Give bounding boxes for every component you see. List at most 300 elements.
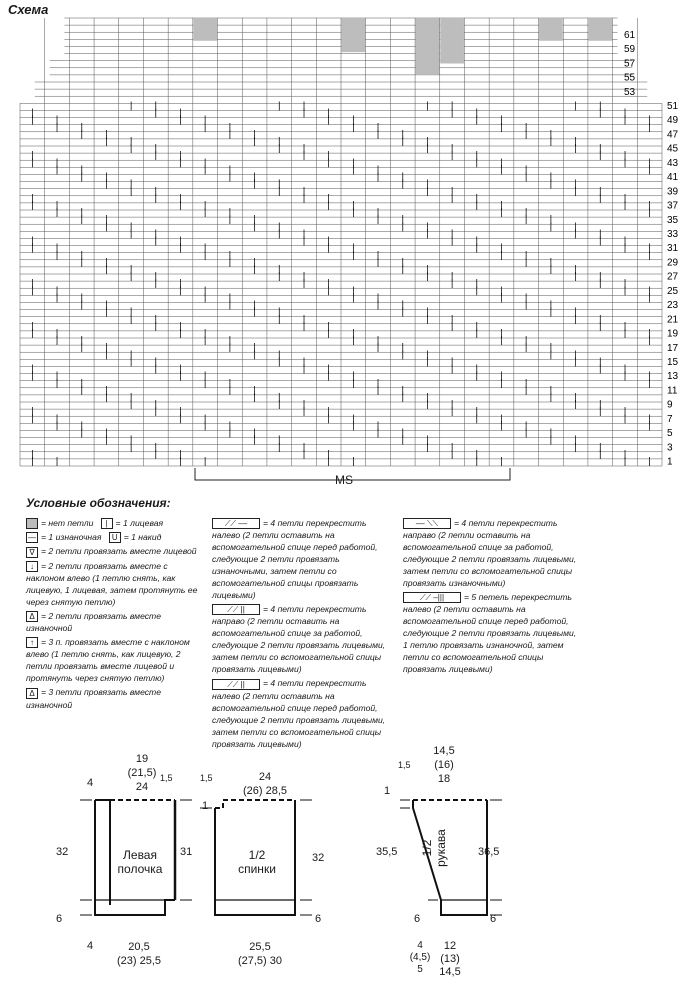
svg-text:|: | <box>574 435 578 446</box>
svg-text:|: | <box>351 122 355 133</box>
svg-text:|: | <box>574 101 578 112</box>
svg-text:|: | <box>499 378 504 389</box>
svg-text:|: | <box>425 442 429 453</box>
legend-item: Δ = 2 петли провязать вместе изнаночной <box>26 610 161 634</box>
svg-text:|: | <box>55 250 59 261</box>
svg-text:|: | <box>623 158 627 169</box>
svg-text:|: | <box>524 378 528 389</box>
svg-text:|: | <box>524 300 528 311</box>
svg-text:|: | <box>178 243 183 254</box>
svg-text:|: | <box>80 208 84 219</box>
svg-text:|: | <box>228 428 232 439</box>
svg-text:|: | <box>598 151 602 162</box>
svg-text:|: | <box>80 378 84 389</box>
svg-text:|: | <box>598 186 602 197</box>
svg-text:|: | <box>228 293 232 304</box>
svg-text:|: | <box>376 215 380 226</box>
svg-text:|: | <box>376 385 380 396</box>
svg-text:|: | <box>549 222 553 233</box>
svg-text:|: | <box>277 314 281 325</box>
svg-text:|: | <box>203 286 207 297</box>
svg-text:|: | <box>450 321 454 332</box>
svg-text:|: | <box>178 286 183 297</box>
svg-text:|: | <box>598 442 602 453</box>
svg-text:|: | <box>228 208 232 219</box>
svg-text:|: | <box>104 393 108 403</box>
svg-text:|: | <box>524 122 528 133</box>
svg-text:|: | <box>524 172 528 183</box>
svg-text:|: | <box>623 236 627 247</box>
svg-text:|: | <box>228 385 232 396</box>
svg-text:|: | <box>80 250 84 261</box>
svg-text:|: | <box>80 122 84 133</box>
svg-text:|: | <box>80 421 84 432</box>
svg-text:|: | <box>277 222 281 233</box>
svg-text:|: | <box>178 236 183 247</box>
svg-text:|: | <box>648 243 652 254</box>
svg-text:|: | <box>475 407 479 418</box>
sleeve-drop: 1 <box>384 785 391 797</box>
svg-text:|: | <box>623 151 627 162</box>
svg-text:|: | <box>351 329 355 339</box>
svg-text:|: | <box>80 215 84 226</box>
svg-text:|: | <box>475 371 479 382</box>
svg-text:|: | <box>228 172 232 183</box>
svg-text:|: | <box>524 336 528 347</box>
svg-text:|: | <box>549 257 553 268</box>
svg-text:|: | <box>154 186 158 197</box>
svg-text:|: | <box>598 449 602 460</box>
knitting-chart <box>0 0 695 490</box>
svg-text:|: | <box>253 307 257 318</box>
svg-text:|: | <box>549 215 553 226</box>
cable-left-purl-icon: ⟋⟋ ‒‒ <box>212 518 260 529</box>
svg-text:|: | <box>253 385 257 396</box>
row-number: 47 <box>667 129 679 141</box>
svg-text:|: | <box>623 407 627 418</box>
svg-text:|: | <box>104 172 108 183</box>
svg-text:|: | <box>623 414 627 425</box>
svg-text:|: | <box>327 151 331 162</box>
svg-text:|: | <box>623 115 627 126</box>
knit-symbol-icon: | <box>101 518 113 529</box>
svg-text:|: | <box>327 457 331 467</box>
svg-text:|: | <box>104 222 108 233</box>
svg-text:|: | <box>450 279 454 290</box>
sleeve-cuff-widths: 4 (4,5) 5 <box>409 940 431 975</box>
row-number: 5 <box>667 428 673 440</box>
svg-text:|: | <box>302 364 306 375</box>
svg-text:|: | <box>154 229 158 240</box>
svg-text:|: | <box>253 343 257 354</box>
row-number: 25 <box>667 285 679 297</box>
svg-text:|: | <box>475 158 479 169</box>
svg-text:|: | <box>30 449 34 460</box>
svg-text:|: | <box>203 158 207 169</box>
p3tog-symbol-icon: Δ <box>26 688 38 699</box>
legend-item: = нет петли | = 1 лицевая <box>26 517 206 529</box>
svg-text:|: | <box>351 336 355 347</box>
sleeve-hem: 6 <box>414 913 421 925</box>
svg-text:|: | <box>327 329 331 339</box>
svg-text:|: | <box>277 307 281 318</box>
svg-text:|: | <box>129 186 133 197</box>
svg-text:|: | <box>178 193 183 204</box>
svg-text:|: | <box>450 193 454 204</box>
svg-text:|: | <box>30 201 34 211</box>
row-number: 7 <box>667 413 673 425</box>
k2tog-symbol-icon: ∇ <box>26 547 38 558</box>
back-neck: 1,5 <box>200 773 213 783</box>
svg-text:|: | <box>178 414 183 425</box>
legend-column-2 <box>212 517 392 752</box>
svg-text:|: | <box>549 435 553 446</box>
svg-text:|: | <box>351 250 355 261</box>
svg-text:|: | <box>203 329 207 339</box>
svg-text:|: | <box>154 101 158 112</box>
svg-text:|: | <box>154 314 158 325</box>
svg-text:|: | <box>425 307 429 318</box>
svg-text:|: | <box>475 193 479 204</box>
svg-text:|: | <box>178 115 183 126</box>
svg-text:|: | <box>327 364 331 375</box>
svg-text:|: | <box>376 129 380 140</box>
svg-text:|: | <box>549 137 553 147</box>
svg-text:|: | <box>178 279 183 290</box>
svg-text:|: | <box>574 222 578 233</box>
svg-text:|: | <box>475 115 479 126</box>
svg-text:|: | <box>129 265 133 275</box>
svg-text:|: | <box>524 250 528 261</box>
svg-text:|: | <box>598 101 602 112</box>
svg-text:|: | <box>401 307 405 318</box>
svg-text:|: | <box>574 442 578 453</box>
svg-text:|: | <box>327 449 331 460</box>
svg-text:|: | <box>80 428 84 439</box>
svg-text:|: | <box>253 393 257 403</box>
row-number: 51 <box>667 101 679 113</box>
svg-text:|: | <box>30 115 34 126</box>
svg-text:|: | <box>104 215 108 226</box>
svg-text:|: | <box>351 371 355 382</box>
svg-text:|: | <box>80 293 84 304</box>
svg-text:|: | <box>524 293 528 304</box>
svg-text:|: | <box>30 108 34 119</box>
svg-text:|: | <box>302 144 306 155</box>
svg-text:|: | <box>376 122 380 133</box>
svg-text:|: | <box>499 329 504 339</box>
svg-text:|: | <box>499 457 504 467</box>
row-number: 39 <box>667 186 679 198</box>
svg-text:|: | <box>475 414 479 425</box>
svg-text:|: | <box>425 314 429 325</box>
svg-text:|: | <box>30 286 34 297</box>
svg-text:|: | <box>30 151 34 162</box>
svg-text:|: | <box>648 371 652 382</box>
svg-text:|: | <box>203 293 207 304</box>
svg-text:|: | <box>30 329 34 339</box>
legend-item: ⟋⟋ || = 4 петли перекрестить налево (2 петли оставить на вспомогательной спице перед работой, следующие 2 петли провязать лицевыми, затем петли со вспомогательной спицы провязать лицевыми) <box>212 678 386 749</box>
row-number: 61 <box>624 29 636 41</box>
row-number: 15 <box>667 357 679 369</box>
legend-item: — = 1 изнаночная U = 1 накид <box>28 532 162 543</box>
row-number: 3 <box>667 442 673 454</box>
svg-text:|: | <box>129 393 133 403</box>
svg-text:|: | <box>475 151 479 162</box>
svg-text:|: | <box>80 257 84 268</box>
svg-text:|: | <box>178 364 183 375</box>
svg-text:|: | <box>598 108 602 119</box>
svg-text:|: | <box>401 179 405 190</box>
svg-text:|: | <box>450 101 454 112</box>
cable-5-left-icon: ⟋⟋ ‒||| <box>403 592 461 603</box>
left-front-hem: 6 <box>56 913 63 925</box>
svg-text:|: | <box>598 357 602 368</box>
svg-text:|: | <box>203 378 207 389</box>
svg-text:|: | <box>598 314 602 325</box>
no-stitch-swatch-icon <box>26 518 38 529</box>
left-front-label: Левая полочка <box>117 848 163 876</box>
svg-text:|: | <box>253 300 257 311</box>
svg-text:|: | <box>228 421 232 432</box>
svg-text:|: | <box>154 144 158 155</box>
svg-text:|: | <box>450 186 454 197</box>
svg-text:|: | <box>327 414 331 425</box>
svg-text:|: | <box>524 257 528 268</box>
svg-text:|: | <box>277 265 281 275</box>
svg-text:|: | <box>450 236 454 247</box>
back-bottom-widths: 25,5 (27,5) 30 <box>237 941 283 967</box>
svg-text:|: | <box>376 208 380 219</box>
svg-text:|: | <box>178 329 183 339</box>
svg-text:|: | <box>80 129 84 140</box>
svg-text:|: | <box>129 144 133 155</box>
svg-text:|: | <box>425 229 429 240</box>
svg-text:|: | <box>648 122 652 133</box>
svg-text:|: | <box>203 250 207 261</box>
svg-text:|: | <box>524 385 528 396</box>
svg-text:|: | <box>154 364 158 375</box>
svg-text:|: | <box>549 385 553 396</box>
svg-text:|: | <box>154 108 158 119</box>
row-number: 49 <box>667 115 679 127</box>
svg-text:|: | <box>499 208 504 219</box>
svg-text:|: | <box>302 229 306 240</box>
svg-text:|: | <box>648 293 652 304</box>
svg-text:|: | <box>80 165 84 176</box>
svg-text:|: | <box>203 371 207 382</box>
svg-text:|: | <box>80 336 84 347</box>
legend-item: ‒‒ ⟍⟍ = 4 петли перекрестить направо (2 петли оставить на вспомогательной спице за работой, следующие 2 петли провязать лицевыми, затем петли со вспомогательной спицы провязать изнаночными) <box>403 518 577 589</box>
row-number: 1 <box>667 456 673 468</box>
svg-text:|: | <box>574 357 578 368</box>
svg-text:|: | <box>351 115 355 126</box>
svg-text:|: | <box>253 172 257 183</box>
svg-text:|: | <box>351 286 355 297</box>
left-front-bottom-widths: 20,5 (23) 25,5 <box>116 941 162 967</box>
svg-text:|: | <box>351 165 355 176</box>
svg-text:|: | <box>30 279 34 290</box>
svg-text:|: | <box>104 385 108 396</box>
row-number: 27 <box>667 271 679 283</box>
svg-text:|: | <box>499 122 504 133</box>
svg-text:|: | <box>129 307 133 318</box>
svg-text:|: | <box>450 108 454 119</box>
svg-text:|: | <box>228 257 232 268</box>
svg-text:|: | <box>277 101 281 112</box>
svg-text:|: | <box>648 378 652 389</box>
legend-title: Условные обозначения: <box>26 496 171 510</box>
svg-text:|: | <box>351 208 355 219</box>
svg-text:|: | <box>30 158 34 169</box>
svg-text:|: | <box>302 193 306 204</box>
svg-text:|: | <box>55 208 59 219</box>
svg-text:|: | <box>302 279 306 290</box>
svg-text:|: | <box>598 407 602 418</box>
svg-text:|: | <box>401 428 405 439</box>
svg-text:|: | <box>104 307 108 318</box>
svg-text:|: | <box>302 321 306 332</box>
svg-text:|: | <box>178 449 183 460</box>
svg-text:|: | <box>154 151 158 162</box>
row-number: 33 <box>667 229 679 241</box>
row-number: 17 <box>667 342 679 354</box>
svg-text:|: | <box>129 137 133 147</box>
row-number: 31 <box>667 243 679 255</box>
svg-text:|: | <box>178 407 183 418</box>
svg-text:|: | <box>376 336 380 347</box>
chart-title: Схема <box>8 2 49 17</box>
svg-text:|: | <box>401 222 405 233</box>
yarn-over-symbol-icon: U <box>109 532 121 543</box>
svg-text:|: | <box>351 421 355 432</box>
svg-text:|: | <box>203 243 207 254</box>
svg-text:|: | <box>648 250 652 261</box>
svg-text:|: | <box>228 129 232 140</box>
svg-text:|: | <box>376 165 380 176</box>
svg-text:|: | <box>549 300 553 311</box>
svg-text:|: | <box>104 350 108 361</box>
svg-text:|: | <box>574 272 578 283</box>
svg-text:|: | <box>401 350 405 361</box>
legend-column-1 <box>26 517 206 713</box>
svg-text:|: | <box>203 457 207 467</box>
purl-symbol-icon: — <box>28 533 36 543</box>
svg-text:|: | <box>425 186 429 197</box>
ssk-symbol-icon: ↓ <box>26 561 38 572</box>
svg-text:|: | <box>623 279 627 290</box>
svg-text:|: | <box>376 300 380 311</box>
row-number: 41 <box>667 172 679 184</box>
svg-text:|: | <box>401 435 405 446</box>
row-number: 19 <box>667 328 679 340</box>
svg-text:|: | <box>302 400 306 411</box>
svg-text:|: | <box>351 457 355 467</box>
svg-text:|: | <box>327 158 331 169</box>
svg-text:|: | <box>623 457 627 467</box>
svg-text:|: | <box>253 137 257 147</box>
row-number: 21 <box>667 314 679 326</box>
svg-text:|: | <box>302 101 306 112</box>
legend-column-3 <box>403 517 583 677</box>
svg-text:|: | <box>277 144 281 155</box>
svg-text:|: | <box>302 449 306 460</box>
svg-text:|: | <box>549 350 553 361</box>
svg-text:|: | <box>178 158 183 169</box>
svg-text:|: | <box>228 300 232 311</box>
svg-text:|: | <box>228 336 232 347</box>
svg-text:|: | <box>450 314 454 325</box>
svg-text:|: | <box>327 407 331 418</box>
svg-text:|: | <box>129 400 133 411</box>
svg-text:|: | <box>203 336 207 347</box>
svg-text:|: | <box>178 151 183 162</box>
svg-text:|: | <box>475 321 479 332</box>
row-number: 13 <box>667 371 679 383</box>
svg-text:|: | <box>253 129 257 140</box>
svg-text:|: | <box>228 165 232 176</box>
row-number: 29 <box>667 257 679 269</box>
svg-text:|: | <box>623 243 627 254</box>
svg-text:|: | <box>425 435 429 446</box>
svg-text:|: | <box>574 229 578 240</box>
svg-text:|: | <box>598 364 602 375</box>
svg-text:|: | <box>499 371 504 382</box>
svg-text:|: | <box>648 329 652 339</box>
svg-text:|: | <box>277 137 281 147</box>
svg-text:|: | <box>129 229 133 240</box>
svg-text:|: | <box>401 137 405 147</box>
svg-text:|: | <box>425 265 429 275</box>
svg-text:|: | <box>425 179 429 190</box>
row-number: 37 <box>667 200 679 212</box>
svg-text:|: | <box>30 321 34 332</box>
p2tog-symbol-icon: Δ <box>26 611 38 622</box>
svg-text:|: | <box>648 115 652 126</box>
back-hem: 6 <box>315 913 322 925</box>
svg-text:|: | <box>104 343 108 354</box>
svg-text:|: | <box>574 144 578 155</box>
svg-text:|: | <box>228 378 232 389</box>
svg-text:|: | <box>425 101 429 112</box>
svg-text:|: | <box>499 336 504 347</box>
svg-text:|: | <box>648 201 652 211</box>
svg-text:|: | <box>598 272 602 283</box>
svg-text:|: | <box>80 385 84 396</box>
svg-text:|: | <box>376 378 380 389</box>
cable-left-knit-icon: ⟋⟋ || <box>212 679 260 690</box>
svg-text:|: | <box>499 293 504 304</box>
svg-text:|: | <box>499 250 504 261</box>
svg-text:|: | <box>302 357 306 368</box>
svg-text:|: | <box>154 279 158 290</box>
svg-text:|: | <box>277 229 281 240</box>
svg-text:|: | <box>253 179 257 190</box>
svg-text:|: | <box>30 236 34 247</box>
svg-text:|: | <box>401 129 405 140</box>
svg-text:|: | <box>499 201 504 211</box>
sleeve-bottom-widths: 12 (13) 14,5 <box>439 940 461 978</box>
svg-text:|: | <box>499 286 504 297</box>
svg-text:|: | <box>302 272 306 283</box>
svg-text:|: | <box>327 243 331 254</box>
svg-text:|: | <box>351 201 355 211</box>
svg-text:|: | <box>277 186 281 197</box>
svg-text:|: | <box>425 357 429 368</box>
cable-right-purl-icon: ‒‒ ⟍⟍ <box>403 518 451 529</box>
svg-text:|: | <box>277 350 281 361</box>
svg-text:|: | <box>574 265 578 275</box>
